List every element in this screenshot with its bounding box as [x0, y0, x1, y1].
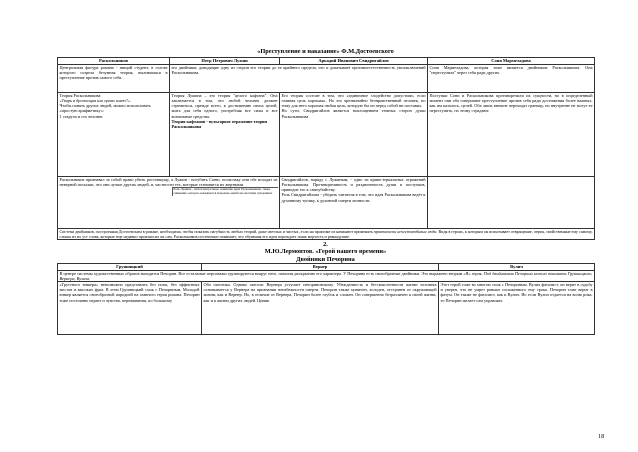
cell-svidrigailov-theory	[280, 93, 428, 177]
svidrigailov-role-note: Роль Свидригайлова - убедить читателя в том, что идея Раскольникова ведёт к духовному тупику, к духовной смерти личности.	[281, 192, 426, 203]
summary-text-a: Система двойников, построенная Достоевским в романе, необходима, чтобы показать пагубность любых теорий, даже светлых и чистых, если на практике из начинают применять	[59, 229, 373, 234]
theory-quote: «Тварь я дрожащая или право имею?».	[59, 98, 132, 104]
cell-pechorin-intro	[58, 270, 595, 281]
cell-doubles-intro: его двойники, доводящие одну из сторон его теории до ее крайнего предела, что и доказывает противоестественность умозаключений Раскольникова.	[170, 65, 428, 93]
luzhin-theory-note-text: Теория кафтанов - вульгарное отражение теории Раскольникова	[171, 118, 267, 129]
document-page	[57, 48, 594, 335]
cell-raskolnikov-theory	[58, 93, 170, 177]
svidrigailov-role-text: Свидригайлов, наряду с Лужиным, - одно из криво-зеркальных отражений Раскольникова. Противоречивость и раздвоенность души и поступков, приводит его к самоубийству.	[281, 177, 426, 193]
section2-title: М.Ю.Лермонтов. «Герой нашего времени»	[264, 248, 387, 256]
header-werner: Вернер	[202, 263, 439, 270]
page-number: 18	[598, 433, 605, 440]
compare-text: Раскольников признавал за собой право убить ростовщицу, а Лужин - погубить Соню, поскольку они обе исходят из неверной посылки, что они лучше других людей, и, частности тех, которые становятся их жертвами.	[59, 177, 278, 188]
cell-raskolnikov-intro: Центральная фигура романа - нищий студент, в голове которого созрела безумная теория, вылившаяся в преступление против самого себя.	[58, 65, 170, 93]
table-row	[58, 229, 595, 240]
cell-empty	[428, 177, 595, 229]
cell-werner: Оба скептика. Однако скепсис Вернера уступает печориновскому. Убежденность и бессмысленности жизни человека основывается у Вернера на признании неизбежности смерти. Печорин также циничен, холоден, отстранен от окружающей жизни, как и Вернер. Но, в отличие от Вернера, Печорин более глубок и сложен. Он совершенно безразличен к своей жизни, как и к жизни других людей. Циник	[202, 282, 439, 335]
intro-text-a: В центре системы художественных образов находится Печорин. Все остальные персонажи группируются вокруг него, помогая раскрытию его характера. У Печорина есть своеобразные двойники. Это выражено вторым «Я» героя.	[59, 270, 483, 276]
header-raskolnikov: Раскольников	[58, 58, 170, 65]
section1-title: «Преступление и наказание» Ф.М.Достоевского	[257, 48, 394, 55]
cell-svidrigailov-role	[280, 177, 428, 229]
table-row	[58, 177, 595, 229]
table-row	[58, 93, 595, 177]
luzhin-theory-note	[172, 119, 278, 129]
table-row	[58, 270, 595, 281]
theory-title: Теория Раскольникова:	[59, 93, 102, 98]
section2-number: 2.	[323, 241, 328, 249]
header-grushnitsky: Грушницкий	[58, 263, 202, 270]
luzhin-theory-text: Теория Лужина – это теория "целого кафтана". Она заключается в том, что любой человек должен стремиться, прежде всего, к достижению своих целей, жить для себя одного, употребляя все силы и все возможные средства.	[171, 93, 278, 119]
theory-text: Чтобы понять других людей, можно использовать «простую арифметику»:	[59, 103, 151, 114]
cell-vulich: Этот герой тоже во многом схож с Печориным. Вулич фаталист, он верит в судьбу и уверен, что не умрет раньше положенного ему срока. Печорин тоже верит в фатум. Он также не фаталист, как и Вулич. Но если Вулич отдается на волю рока, то Печорин желает сам управлять	[439, 282, 595, 335]
section2-subtitle: Двойники Печорина	[296, 255, 355, 263]
theory-formula: 1 старуха и сто человек	[59, 113, 103, 119]
cell-luzhin-theory	[170, 93, 280, 177]
table-header-row	[58, 263, 595, 270]
intro-text-b: Под двойниками Печорина можно понимать Грушницкого, Вернера, Вулича.	[59, 270, 593, 281]
cell-sonya-intro: Соня Мармеладова, которая тоже является двойником Раскольникова. Она "переступила" через себя ради других.	[428, 65, 595, 93]
summary-emphasis: практически нечестолюбивые люди.	[373, 229, 438, 234]
cell-raskolnikov-luzhin-compare	[58, 177, 280, 229]
table-header-row	[58, 58, 595, 65]
header-sonya: Соня Мармеладова	[428, 58, 595, 65]
cell-sonya-theory: Поступки Сони и Раскольникова противоречили их сущности, но в определенный момент они оба совершают преступление против себя ради достижения более важных, как им казалось, целей. Оба лишь внешне переходят границу, но внутренне не могут ее переступить, по этому страдают.	[428, 93, 595, 177]
cell-summary	[58, 229, 595, 240]
svidrigailov-theory-note: Но сути, Свидригайлов является воплощением темных сторон души Раскольникова	[281, 108, 426, 119]
cell-grushnitsky: «Грустного юнкера» невозможно представить без позы, без эффектных жестов и высоких фраз. В этом Грушницкий схож с Печориным. Молодой юнкер является своеобразной пародией на главного героя романа. Печорин тоже постоянно играет и чувства, переживания, по большому	[58, 282, 202, 335]
table-row	[58, 65, 595, 93]
svidrigailov-theory-text: Его теория состоит в том, что «единичное злодейство допустимо, если главная цель хорошая». Но это чрезвычайно безнравственный человек, по тому для него хорошая любая цель, которую бы он перед собой ни поставил.	[281, 93, 426, 109]
header-svidrigailov: Аркадий Иванович Свидригайлов	[280, 58, 428, 65]
summary-text-b: Видя в героях, к которым он испытывает отвращение, черты, свойственные ему самому, слыша из их уст слова, которые еще недавно произносил он сам, Раскольников постепенно понимает, что обуявшая его идея порождает лишь мерзость и равнодушие.	[59, 229, 593, 240]
doubles-table-dostoevsky	[57, 57, 595, 240]
luzhin-role-note: Роль Лужина – интеллектуальное снижение идеи Раскольникова. также снижение, которое оказывается морально-наиболее жестким суждением.	[172, 187, 278, 196]
table-row	[58, 282, 595, 335]
doubles-table-lermontov	[57, 263, 595, 335]
header-vulich: Вулич	[439, 263, 595, 270]
header-luzhin: Петр Петрович Лужин	[170, 58, 280, 65]
